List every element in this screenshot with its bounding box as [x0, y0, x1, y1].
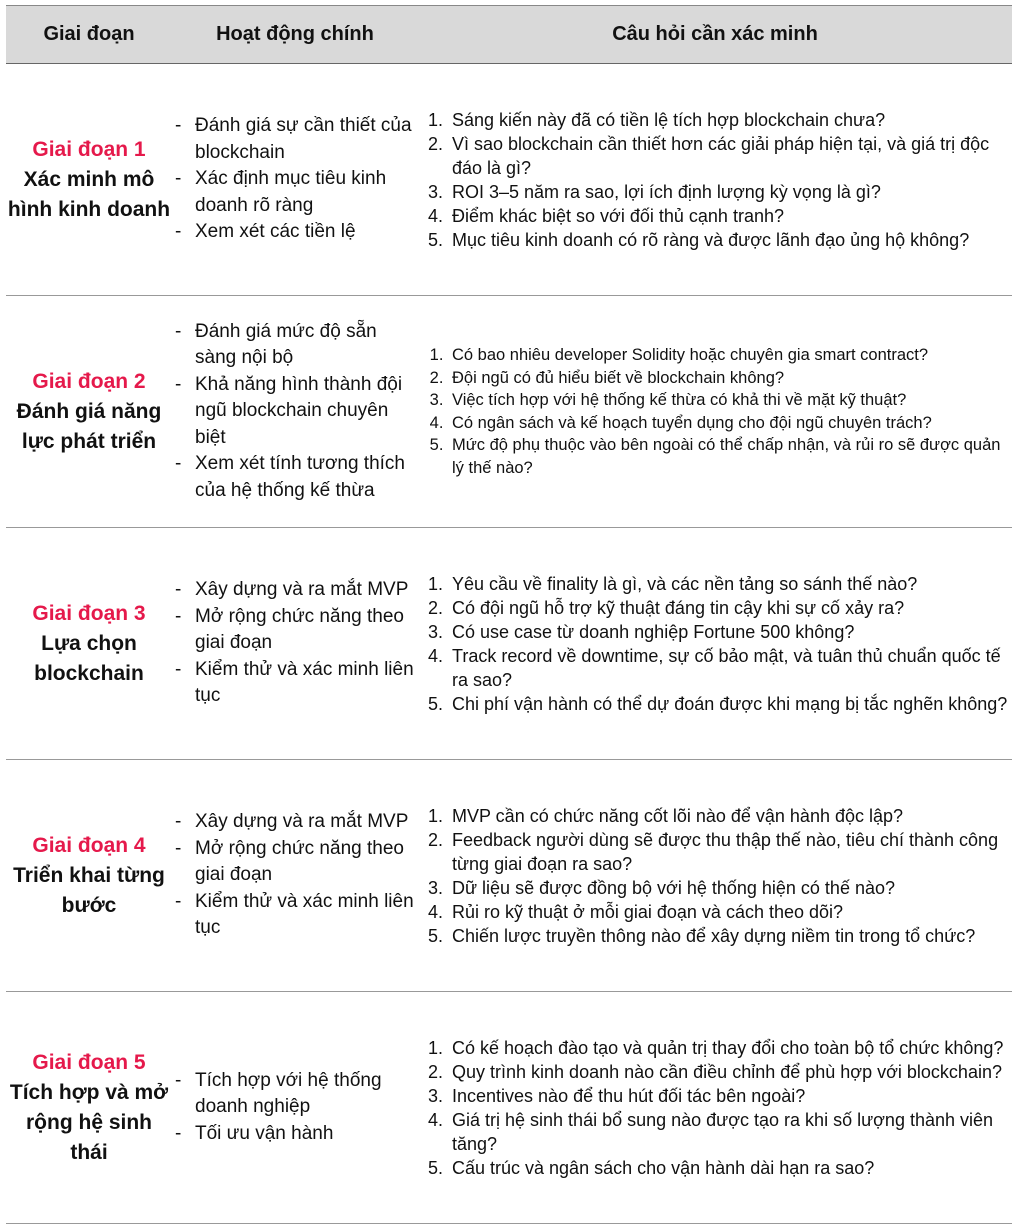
questions-cell [418, 296, 1012, 527]
question-item: 1. Yêu cầu về finality là gì, và các nền tảng so sánh thế nào? [448, 572, 1012, 596]
header-stage: Giai đoạn [43, 23, 135, 45]
question-item: 4. Track record về downtime, sự cố bảo mật, và tuân thủ chuẩn quốc tế ra sao? [448, 644, 1012, 692]
activities-cell [172, 296, 418, 527]
activity-list [172, 113, 418, 246]
question-item: 2. Vì sao blockchain cần thiết hơn các giải pháp hiện tại, và giá trị độc đáo là gì? [448, 132, 1012, 180]
stage-cell [6, 760, 172, 991]
question-item: 4. Điểm khác biệt so với đối thủ cạnh tranh? [448, 204, 1012, 228]
question-list [418, 1036, 1012, 1180]
stage-label: Giai đoạn 4 [32, 833, 146, 857]
stage-cell [6, 992, 172, 1223]
question-item: 1. MVP cần có chức năng cốt lõi nào để vận hành độc lập? [448, 804, 1012, 828]
question-item: 1. Có bao nhiêu developer Solidity hoặc chuyên gia smart contract? [448, 344, 1012, 367]
question-item: 5. Chi phí vận hành có thể dự đoán được khi mạng bị tắc nghẽn không? [448, 692, 1012, 716]
activity-item: - Xác định mục tiêu kinh doanh rõ ràng [175, 166, 418, 219]
question-item: 2. Quy trình kinh doanh nào cần điều chỉnh để phù hợp với blockchain? [448, 1060, 1012, 1084]
questions-cell [418, 992, 1012, 1223]
question-list [418, 572, 1012, 716]
question-item: 1. Có kế hoạch đào tạo và quản trị thay đổi cho toàn bộ tổ chức không? [448, 1036, 1012, 1060]
question-item: 3. ROI 3–5 năm ra sao, lợi ích định lượng kỳ vọng là gì? [448, 180, 1012, 204]
question-item: 4. Giá trị hệ sinh thái bổ sung nào được tạo ra khi số lượng thành viên tăng? [448, 1108, 1012, 1156]
stage-cell [6, 296, 172, 527]
table-row [6, 528, 1012, 760]
activity-item: - Xem xét các tiền lệ [175, 219, 418, 246]
stage-label: Giai đoạn 5 [32, 1050, 146, 1074]
stage-name: Tích hợp và mở rộng hệ sinh thái [9, 1080, 169, 1164]
stage-cell [6, 64, 172, 295]
header-activities: Hoạt động chính [216, 23, 374, 45]
activities-cell [172, 992, 418, 1223]
activity-item: - Khả năng hình thành đội ngũ blockchain chuyên biệt [175, 372, 418, 452]
activity-item: - Kiểm thử và xác minh liên tục [175, 889, 418, 942]
question-item: 2. Có đội ngũ hỗ trợ kỹ thuật đáng tin cậy khi sự cố xảy ra? [448, 596, 1012, 620]
question-item: 5. Mức độ phụ thuộc vào bên ngoài có thể chấp nhận, và rủi ro sẽ được quản lý thế nào? [448, 434, 1012, 479]
stage-name: Đánh giá năng lực phát triển [16, 399, 162, 453]
header-questions: Câu hỏi cần xác minh [612, 23, 818, 45]
activities-cell [172, 64, 418, 295]
question-item: 2. Đội ngũ có đủ hiểu biết về blockchain không? [448, 367, 1012, 390]
activity-item: - Kiểm thử và xác minh liên tục [175, 657, 418, 710]
stage-label: Giai đoạn 3 [32, 601, 146, 625]
phase-table [6, 5, 1012, 1224]
table-header [6, 5, 1012, 64]
questions-cell [418, 760, 1012, 991]
question-item: 3. Việc tích hợp với hệ thống kế thừa có khả thi về mặt kỹ thuật? [448, 389, 1012, 412]
question-item: 2. Feedback người dùng sẽ được thu thập thế nào, tiêu chí thành công từng giai đoạn ra sao? [448, 828, 1012, 876]
question-item: 3. Có use case từ doanh nghiệp Fortune 500 không? [448, 620, 1012, 644]
table-row [6, 992, 1012, 1224]
stage-name: Xác minh mô hình kinh doanh [7, 167, 171, 221]
activity-item: - Mở rộng chức năng theo giai đoạn [175, 836, 418, 889]
stage-label: Giai đoạn 2 [32, 369, 146, 393]
table-row [6, 296, 1012, 528]
table-row [6, 64, 1012, 296]
activity-list [172, 1068, 418, 1148]
stage-cell [6, 528, 172, 759]
stage-label: Giai đoạn 1 [32, 137, 146, 161]
questions-cell [418, 64, 1012, 295]
question-item: 5. Chiến lược truyền thông nào để xây dựng niềm tin trong tổ chức? [448, 924, 1012, 948]
activity-item: - Đánh giá mức độ sẵn sàng nội bộ [175, 319, 418, 372]
activity-item: - Xây dựng và ra mắt MVP [175, 577, 418, 604]
question-item: 4. Có ngân sách và kế hoạch tuyển dụng cho đội ngũ chuyên trách? [448, 412, 1012, 435]
activity-item: - Đánh giá sự cần thiết của blockchain [175, 113, 418, 166]
questions-cell [418, 528, 1012, 759]
stage-name: Lựa chọn blockchain [34, 631, 144, 685]
activity-list [172, 577, 418, 710]
question-list [418, 344, 1012, 479]
question-item: 3. Incentives nào để thu hút đối tác bên ngoài? [448, 1084, 1012, 1108]
activities-cell [172, 760, 418, 991]
activity-item: - Tối ưu vận hành [175, 1121, 418, 1148]
question-item: 5. Cấu trúc và ngân sách cho vận hành dài hạn ra sao? [448, 1156, 1012, 1180]
table-row [6, 760, 1012, 992]
activity-item: - Tích hợp với hệ thống doanh nghiệp [175, 1068, 418, 1121]
stage-name: Triển khai từng bước [13, 863, 165, 917]
activity-list [172, 319, 418, 505]
question-item: 4. Rủi ro kỹ thuật ở mỗi giai đoạn và cách theo dõi? [448, 900, 1012, 924]
question-item: 1. Sáng kiến này đã có tiền lệ tích hợp blockchain chưa? [448, 108, 1012, 132]
activities-cell [172, 528, 418, 759]
activity-item: - Mở rộng chức năng theo giai đoạn [175, 604, 418, 657]
activity-list [172, 809, 418, 942]
question-list [418, 804, 1012, 948]
question-item: 5. Mục tiêu kinh doanh có rõ ràng và được lãnh đạo ủng hộ không? [448, 228, 1012, 252]
question-list [418, 108, 1012, 252]
activity-item: - Xây dựng và ra mắt MVP [175, 809, 418, 836]
question-item: 3. Dữ liệu sẽ được đồng bộ với hệ thống hiện có thế nào? [448, 876, 1012, 900]
activity-item: - Xem xét tính tương thích của hệ thống kế thừa [175, 451, 418, 504]
